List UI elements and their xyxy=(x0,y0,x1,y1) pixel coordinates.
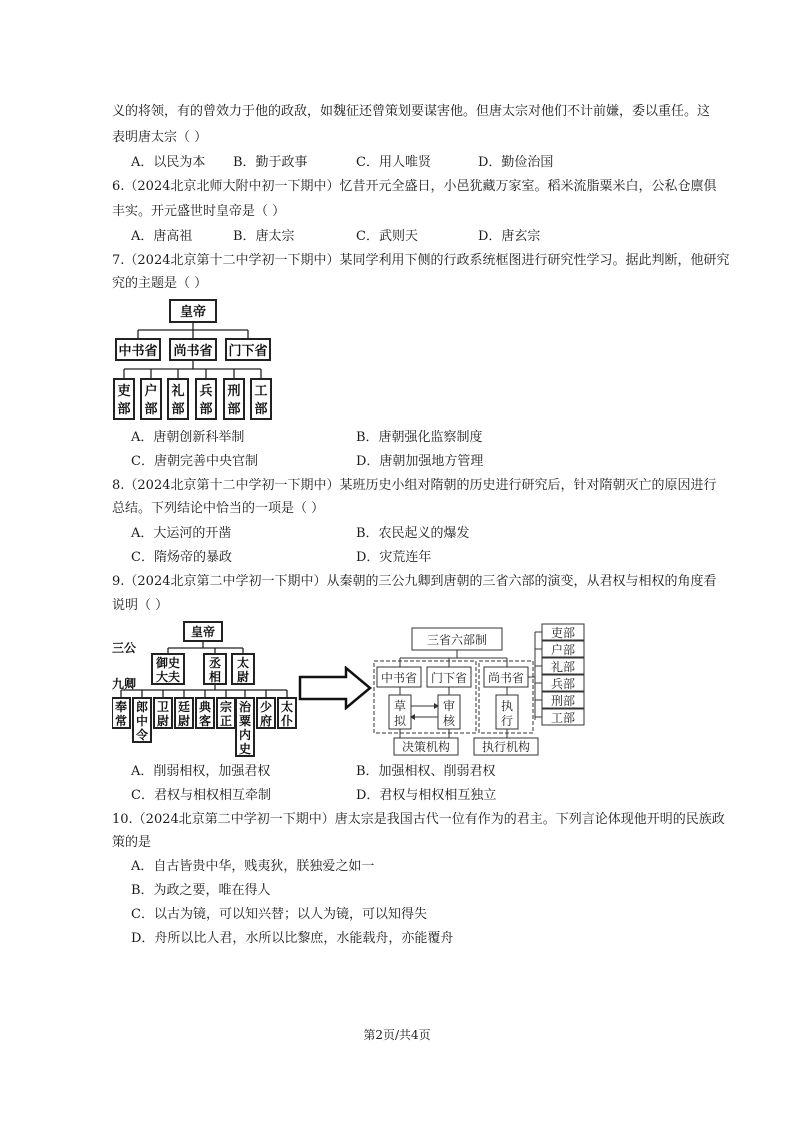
q5-option-d[interactable]: D．勤俭治国 xyxy=(478,155,554,170)
q6-option-b[interactable]: B．唐太宗 xyxy=(233,229,295,244)
q5-option-c[interactable]: C．用人唯贤 xyxy=(356,155,431,170)
q9-shaofu-1: 少 xyxy=(259,700,273,714)
q9-zhixing-2: 行 xyxy=(500,714,514,728)
q9-caoni-1: 草 xyxy=(393,699,407,713)
q9-six-hubu: 户部 xyxy=(550,643,576,657)
q9-taipu-2: 仆 xyxy=(280,714,294,728)
q7-zhongshu-label: 中书省 xyxy=(118,344,158,359)
q7-admin-diagram xyxy=(112,297,278,423)
q10-stem-line1: 10.（2024北京第二中学初一下期中）唐太宗是我国古代一位有作为的君主。下列言论体现他开明的民族政 xyxy=(112,812,725,827)
q7-libu2-label-1: 礼 xyxy=(171,384,185,399)
q10-option-c[interactable]: C．以古为镜，可以知兴替；以人为镜，可以知得失 xyxy=(131,907,427,922)
q9-zhixing-jigou-label: 执行机构 xyxy=(481,740,531,754)
q9-option-c[interactable]: C．君权与相权相互牵制 xyxy=(131,788,271,803)
q6-option-d[interactable]: D．唐玄宗 xyxy=(478,229,541,244)
q9-six-libu2: 礼部 xyxy=(550,660,576,674)
q7-hubu-label-1: 户 xyxy=(144,384,158,399)
q8-option-d[interactable]: D．灾荒连年 xyxy=(356,550,432,565)
q10-option-b[interactable]: B．为政之要，唯在得人 xyxy=(131,883,271,898)
q7-bingbu-label-1: 兵 xyxy=(199,384,213,399)
q9-stem-line1: 9.（2024北京第二中学初一下期中）从秦朝的三公九卿到唐朝的三省六部的演变，从君权与相权的角度看 xyxy=(112,574,717,589)
q9-left-emperor-label: 皇帝 xyxy=(190,625,216,639)
q8-stem-line2: 总结。下列结论中恰当的一项是（ ） xyxy=(112,501,325,516)
q9-option-b[interactable]: B．加强相权、削弱君权 xyxy=(356,764,496,779)
q9-weiwei-1: 卫 xyxy=(156,700,170,714)
q8-option-c[interactable]: C．隋炀帝的暴政 xyxy=(131,550,232,565)
q9-zhisu-4: 史 xyxy=(238,742,252,756)
q9-option-d[interactable]: D．君权与相权相互独立 xyxy=(356,788,497,803)
q9-yushi-label-2: 大夫 xyxy=(155,670,181,684)
q9-zongzheng-1: 宗 xyxy=(219,700,233,714)
q9-option-a[interactable]: A．削弱相权，加强君权 xyxy=(131,764,271,779)
q9-tingwei-2: 尉 xyxy=(177,714,191,728)
q9-right-title-label: 三省六部制 xyxy=(426,633,488,647)
q9-langzhongling-1: 郎 xyxy=(135,700,149,714)
q6-stem-line2: 丰实。开元盛世时皇帝是（ ） xyxy=(112,204,286,219)
q9-stem-line2: 说明（ ） xyxy=(112,598,169,613)
q7-libu-label-1: 吏 xyxy=(117,384,131,399)
q9-shaofu-2: 府 xyxy=(259,714,273,728)
q7-hubu-label-2: 部 xyxy=(144,402,158,417)
q6-option-c[interactable]: C．武则天 xyxy=(356,229,418,244)
q7-option-a[interactable]: A．唐朝创新科举制 xyxy=(131,430,245,445)
q7-libu-label-2: 部 xyxy=(117,402,131,417)
q9-six-libu: 吏部 xyxy=(550,626,576,640)
q9-fengchang-2: 常 xyxy=(114,714,128,728)
q7-stem-line1: 7.（2024北京第十二中学初一下期中）某同学利用下侧的行政系统框图进行研究性学习。据此判断，他研究 xyxy=(112,253,730,268)
q7-gongbu-label-1: 工 xyxy=(254,384,268,399)
q9-shenhe-2: 核 xyxy=(442,714,456,728)
q9-six-gongbu: 工部 xyxy=(550,711,576,725)
q9-chengxiang-label-1: 丞 xyxy=(208,656,222,670)
q9-zhisu-2: 粟 xyxy=(238,714,252,728)
q9-zhisu-3: 内 xyxy=(238,728,252,742)
q9-six-xingbu: 刑部 xyxy=(550,694,576,708)
q6-stem-line1: 6.（2024北京北师大附中初一下期中）忆昔开元全盛日，小邑犹藏万家室。稻米流脂粟米白，公私仓廪俱 xyxy=(112,179,717,194)
q8-option-a[interactable]: A．大运河的开凿 xyxy=(131,526,232,541)
q9-zhixing-1: 执 xyxy=(500,699,514,713)
q9-juece-label: 决策机构 xyxy=(401,740,451,754)
q5-stem-line2: 表明唐太宗（ ） xyxy=(112,130,208,145)
q8-option-b[interactable]: B．农民起义的爆发 xyxy=(356,526,470,541)
q9-taipu-1: 太 xyxy=(280,700,294,714)
q9-shangshu-label: 尚书省 xyxy=(487,671,525,685)
q9-yushi-label-1: 御史 xyxy=(155,656,181,670)
q9-sansheng-liubu-diagram xyxy=(372,622,560,756)
page-footer: 第2页/共4页 xyxy=(363,1028,431,1042)
q7-bingbu-label-2: 部 xyxy=(199,402,213,417)
q5-option-a[interactable]: A．以民为本 xyxy=(131,155,206,170)
q9-sangong-jiuqing-diagram xyxy=(112,620,302,758)
q9-chengxiang-label-2: 相 xyxy=(208,670,222,684)
q9-dianke-2: 客 xyxy=(198,714,212,728)
q9-fengchang-1: 奉 xyxy=(114,700,128,714)
q9-jiuqing-label: 九卿 xyxy=(112,677,137,691)
q9-taiwei-label-2: 尉 xyxy=(236,670,250,684)
q10-option-a[interactable]: A．自古皆贵中华，贱夷狄，朕独爱之如一 xyxy=(131,859,375,874)
q7-option-c[interactable]: C．唐朝完善中央官制 xyxy=(131,454,258,469)
q5-stem-line1: 义的将领，有的曾效力于他的政敌，如魏征还曾策划要谋害他。但唐太宗对他们不计前嫌，委以重任。这 xyxy=(112,104,711,119)
q7-menxia-label: 门下省 xyxy=(228,344,268,359)
q9-menxia-label: 门下省 xyxy=(430,671,468,685)
q5-option-b[interactable]: B．勤于政事 xyxy=(233,155,308,170)
q9-sangong-label: 三公 xyxy=(112,641,137,655)
q9-shenhe-1: 审 xyxy=(442,699,456,713)
q6-option-a[interactable]: A．唐高祖 xyxy=(131,229,193,244)
q7-emperor-label: 皇帝 xyxy=(179,305,207,320)
q9-dianke-1: 典 xyxy=(198,700,212,714)
q9-six-ministries-column xyxy=(541,622,587,730)
q9-six-bingbu: 兵部 xyxy=(550,677,576,691)
q7-libu2-label-2: 部 xyxy=(171,402,185,417)
q7-stem-line2: 究的主题是（ ） xyxy=(112,276,208,291)
q9-zhisu-1: 治 xyxy=(238,700,252,714)
q10-option-d[interactable]: D．舟所以比人君，水所以比黎庶，水能载舟，亦能覆舟 xyxy=(131,931,454,946)
q9-zhongshu-label: 中书省 xyxy=(380,671,418,685)
q9-langzhongling-3: 令 xyxy=(135,728,149,742)
q9-zongzheng-2: 正 xyxy=(219,714,233,728)
q7-gongbu-label-2: 部 xyxy=(254,402,268,417)
q7-option-d[interactable]: D．唐朝加强地方管理 xyxy=(356,454,484,469)
q9-caoni-2: 拟 xyxy=(393,714,407,728)
q7-shangshu-label: 尚书省 xyxy=(173,344,213,359)
q7-xingbu-label-1: 刑 xyxy=(227,384,241,399)
q9-weiwei-2: 尉 xyxy=(156,714,170,728)
q7-xingbu-label-2: 部 xyxy=(227,402,241,417)
q8-stem-line1: 8.（2024北京第十二中学初一下期中）某班历史小组对隋朝的历史进行研究后，针对隋朝灭亡的原因进行 xyxy=(112,478,717,493)
q9-tingwei-1: 廷 xyxy=(177,700,191,714)
q9-taiwei-label-1: 太 xyxy=(236,656,250,670)
transition-arrow-icon xyxy=(298,666,374,710)
q9-langzhongling-2: 中 xyxy=(135,714,149,728)
q7-option-b[interactable]: B．唐朝强化监察制度 xyxy=(356,430,483,445)
q10-stem-line2: 策的是 xyxy=(112,835,152,850)
